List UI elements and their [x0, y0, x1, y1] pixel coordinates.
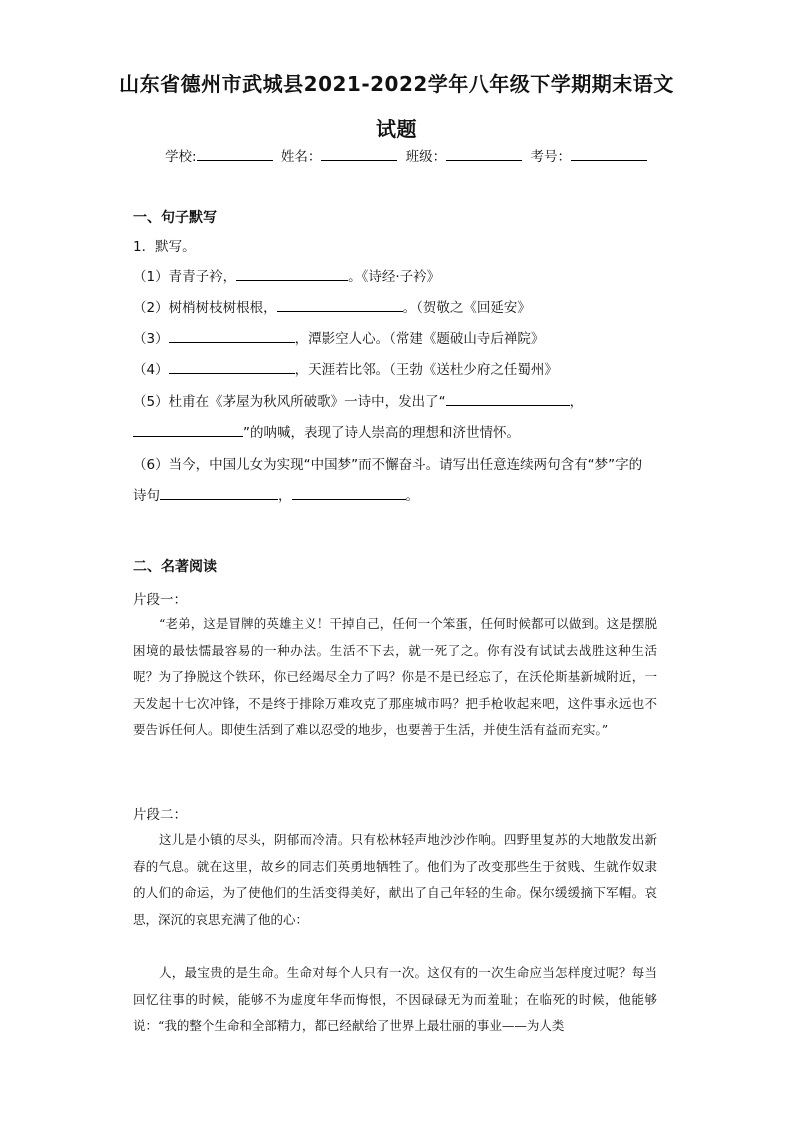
item-5-blank-2[interactable]	[133, 422, 243, 437]
item-5-text-a: （5）杜甫在《茅屋为秋风所破歌》一诗中，发出了“	[133, 394, 446, 410]
item-4-blank[interactable]	[169, 359, 295, 374]
exam-title-line2: 试题	[376, 117, 417, 141]
class-label: 班级：	[405, 149, 447, 165]
item-6-blank-1[interactable]	[160, 485, 278, 500]
section1-heading: 一、句子默写	[133, 210, 217, 226]
fragment2-paragraph-2: 人，最宝贵的是生命。生命对每个人只有一次。这仅有的一次生命应当怎样度过呢？每当回忆往事的时候，能够不为虚度年华而悔恨，不因碌碌无为而羞耻；在临死的时候，他能够说：“我的整个生命和全部精力，都已经献给了世界上最壮丽的事业——为人类	[133, 965, 657, 1033]
item-6-line2	[133, 484, 419, 504]
item-3-blank[interactable]	[169, 328, 295, 343]
fragment1-label: 片段一：	[133, 592, 187, 608]
item-4	[133, 358, 558, 378]
item-2-before: （2）树梢树枝树根根，	[133, 300, 277, 316]
item-5-text-b: ，	[569, 394, 584, 410]
class-blank[interactable]	[446, 146, 522, 161]
item-5-line2	[133, 421, 520, 441]
fragment2-paragraph-1: 这儿是小镇的尽头，阴郁而冷清。只有松林轻声地沙沙作响。四野里复苏的大地散发出新春的气息。就在这里，故乡的同志们英勇地牺牲了。他们为了改变那些生于贫贱、生就作奴隶的人们的命运，为了使他们的生活变得美好，献出了自己年轻的生命。保尔缓缓摘下军帽。哀思，深沉的哀思充满了他的心：	[133, 832, 657, 927]
item-5-line1	[133, 390, 583, 410]
fragment2-label: 片段二：	[133, 807, 187, 823]
item-1	[133, 265, 440, 285]
item-3-after: ，潭影空人心。（常建《题破山寺后禅院》	[294, 331, 545, 347]
item-2-after: 。（贺敬之《回延安》	[402, 300, 531, 316]
item-3-before: （3）	[133, 331, 169, 347]
student-info-row	[165, 145, 651, 165]
school-blank[interactable]	[197, 146, 273, 161]
item-5-text-c: ”的呐喊，表现了诗人崇高的理想和济世情怀。	[243, 425, 520, 441]
item-6-text-b: 诗句	[133, 488, 160, 504]
item-6-blank-2[interactable]	[292, 485, 406, 500]
item-4-before: （4）	[133, 362, 169, 378]
question1-prompt: 1．默写。	[133, 239, 196, 255]
item-1-after: 。《诗经·子衿》	[348, 269, 441, 285]
exam-no-label: 考号：	[530, 149, 571, 165]
exam-no-blank[interactable]	[571, 146, 647, 161]
item-1-before: （1）青青子衿，	[133, 269, 237, 285]
item-1-blank[interactable]	[236, 266, 348, 281]
fragment1-text: “老弟，这是冒牌的英雄主义！干掉自己，任何一个笨蛋，任何时候都可以做到。这是摆脱困境的最怯懦最容易的一种办法。生活不下去，就一死了之。你有没有试试去战胜这种生活呢？为了挣脱这个铁环，你已经竭尽全力了吗？你是不是已经忘了，在沃伦斯基新城附近，一天发起十七次冲锋，不是终于排除万难攻克了那座城市吗？把手枪收起来吧，这件事永远也不要告诉任何人。即使生活到了难以忍受的地步，也要善于生活，并使生活有益而充实。”	[133, 616, 657, 737]
item-5-blank-1[interactable]	[446, 391, 570, 406]
item-4-after: ，天涯若比邻。（王勃《送杜少府之任蜀州》	[294, 362, 558, 378]
item-6-text-c: ，	[278, 488, 292, 504]
item-6-text-d: 。	[405, 488, 419, 504]
item-2	[133, 296, 531, 316]
item-3	[133, 327, 544, 347]
exam-title-line1: 山东省德州市武城县2021-2022学年八年级下学期期末语文	[119, 72, 674, 96]
school-label: 学校:	[165, 149, 197, 165]
name-label: 姓名：	[280, 149, 322, 165]
item-2-blank[interactable]	[277, 297, 403, 312]
item-6-line1: （6）当今，中国儿女为实现“中国梦”而不懈奋斗。请写出任意连续两句含有“梦”字的	[133, 457, 643, 473]
name-blank[interactable]	[321, 146, 397, 161]
section2-heading: 二、名著阅读	[133, 559, 217, 575]
